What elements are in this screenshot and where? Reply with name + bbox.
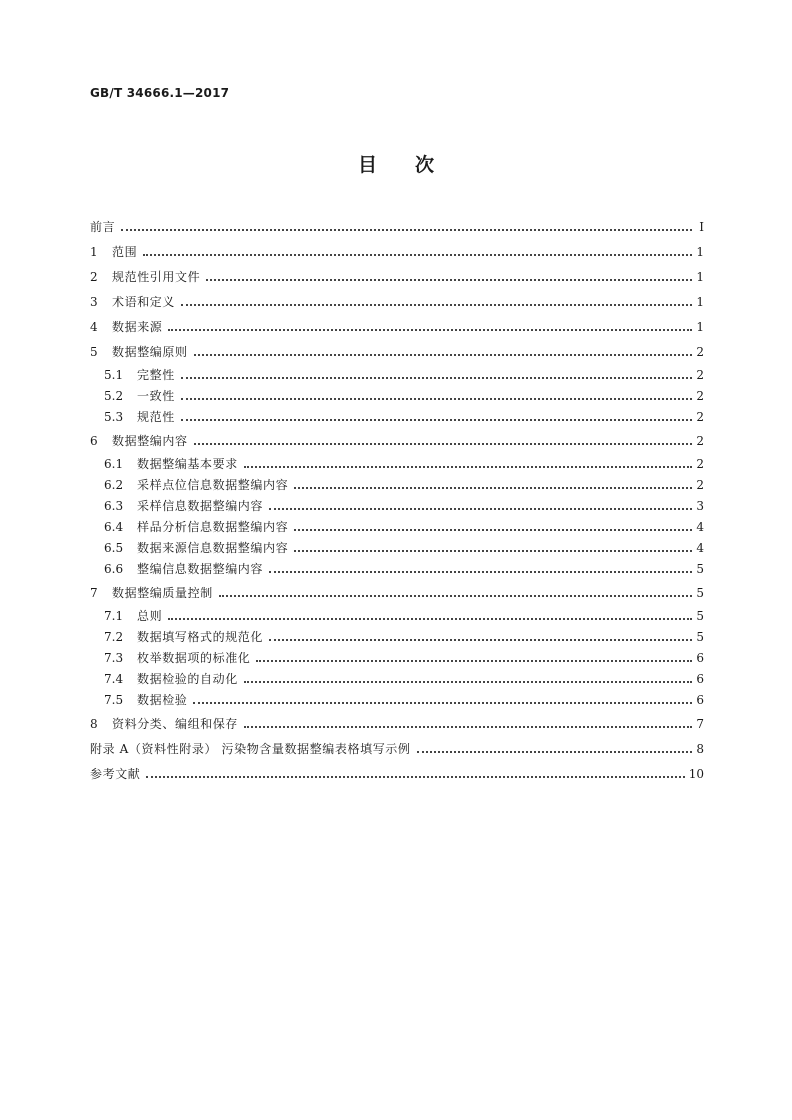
- toc-entry-label: [90, 433, 188, 449]
- toc-entry-page: 8: [696, 742, 704, 756]
- toc-entry[interactable]: [90, 240, 704, 260]
- toc-dot-leader: [256, 660, 692, 662]
- toc-entry-label: [104, 540, 288, 556]
- toc-entry-number: 8: [90, 717, 98, 731]
- toc-entry[interactable]: [104, 646, 704, 666]
- toc-entry-label: [104, 477, 288, 493]
- toc-entry-title: 采样信息数据整编内容: [137, 499, 264, 513]
- toc-entry-label: [90, 219, 115, 235]
- toc-entry-page: 5: [696, 630, 704, 644]
- toc-entry-label: [90, 585, 213, 601]
- toc-dot-leader: [219, 595, 692, 597]
- toc-entry-title: 采样点位信息数据整编内容: [137, 478, 289, 492]
- toc-entry-label: [90, 741, 411, 757]
- toc-dot-leader: [294, 487, 692, 489]
- toc-entry-number: 7: [90, 586, 98, 600]
- toc-dot-leader: [181, 419, 692, 421]
- toc-entry-label: [104, 608, 162, 624]
- toc-dot-leader: [269, 508, 692, 510]
- toc-entry-number: 7.4: [104, 672, 124, 686]
- toc-entry[interactable]: [104, 494, 704, 514]
- toc-entry-page: 1: [696, 270, 704, 284]
- toc-entry-number: 7.5: [104, 693, 124, 707]
- toc-dot-leader: [294, 529, 692, 531]
- toc-entry-page: 2: [696, 345, 704, 359]
- toc-entry[interactable]: [104, 604, 704, 624]
- toc-dot-leader: [244, 466, 692, 468]
- toc-entry-page: 7: [696, 717, 704, 731]
- toc-entry-title: 资料分类、编组和保存: [112, 717, 239, 731]
- toc-entry-title: 规范性引用文件: [112, 270, 201, 284]
- toc-entry-label: [90, 766, 140, 782]
- toc-entry[interactable]: [90, 581, 704, 601]
- toc-entry[interactable]: [90, 215, 704, 235]
- toc-entry[interactable]: [90, 429, 704, 449]
- toc-entry-title: 样品分析信息数据整编内容: [137, 520, 289, 534]
- toc-entry[interactable]: [104, 452, 704, 472]
- toc-entry-number: 6.4: [104, 520, 124, 534]
- toc-entry-label: [104, 498, 263, 514]
- toc-entry-label: [104, 519, 288, 535]
- toc-entry[interactable]: [104, 473, 704, 493]
- toc-entry-page: 4: [696, 520, 704, 534]
- toc-entry[interactable]: [90, 712, 704, 732]
- toc-entry-title: 数据来源信息数据整编内容: [137, 541, 289, 555]
- toc-dot-leader: [193, 702, 692, 704]
- toc-dot-leader: [181, 304, 692, 306]
- toc-dot-leader: [206, 279, 692, 281]
- toc-dot-leader: [168, 329, 692, 331]
- toc-entry-title: 数据整编内容: [112, 434, 188, 448]
- toc-entry[interactable]: [90, 762, 704, 782]
- toc-entry[interactable]: [104, 384, 704, 404]
- toc-entry[interactable]: [104, 625, 704, 645]
- toc-entry[interactable]: [104, 515, 704, 535]
- toc-entry-title: 附录 A（资料性附录） 污染物含量数据整编表格填写示例: [90, 742, 411, 756]
- toc-entry-label: [90, 344, 188, 360]
- toc-entry-page: Ⅰ: [699, 220, 704, 234]
- toc-entry-title: 数据来源: [112, 320, 163, 334]
- toc-entry-title: 参考文献: [90, 767, 141, 781]
- toc-entry-title: 范围: [112, 245, 138, 259]
- toc-entry-number: 4: [90, 320, 98, 334]
- toc-entry-title: 数据检验的自动化: [137, 672, 238, 686]
- toc-entry-title: 数据整编原则: [112, 345, 188, 359]
- toc-dot-leader: [181, 377, 692, 379]
- toc-entry-number: 5: [90, 345, 98, 359]
- standard-number: GB/T 34666.1—2017: [90, 86, 230, 100]
- toc-entry-page: 5: [696, 562, 704, 576]
- toc-entry-number: 7.1: [104, 609, 124, 623]
- toc-entry[interactable]: [104, 405, 704, 425]
- toc-entry-label: [104, 692, 187, 708]
- toc-entry-title: 整编信息数据整编内容: [137, 562, 264, 576]
- toc-entry-title: 枚举数据项的标准化: [137, 651, 251, 665]
- toc-entry-number: 6.6: [104, 562, 124, 576]
- toc-entry-page: 4: [696, 541, 704, 555]
- toc-entry-page: 5: [696, 609, 704, 623]
- toc-entry-title: 完整性: [137, 368, 175, 382]
- toc-entry-title: 术语和定义: [112, 295, 176, 309]
- toc-entry-title: 数据整编基本要求: [137, 457, 238, 471]
- toc-dot-leader: [181, 398, 692, 400]
- toc-entry-number: 6.2: [104, 478, 124, 492]
- toc-entry[interactable]: [104, 557, 704, 577]
- toc-entry-number: 6.1: [104, 457, 124, 471]
- toc-entry-label: [90, 319, 162, 335]
- toc-entry-page: 2: [696, 410, 704, 424]
- toc-entry-label: [104, 367, 175, 383]
- toc-entry-page: 1: [696, 245, 704, 259]
- toc-entry-label: [104, 561, 263, 577]
- toc-entry-number: 2: [90, 270, 98, 284]
- toc-entry-number: 3: [90, 295, 98, 309]
- toc-entry-label: [90, 294, 175, 310]
- toc-entry-title: 数据检验: [137, 693, 188, 707]
- toc-entry-page: 2: [696, 368, 704, 382]
- toc-entry-number: 5.2: [104, 389, 124, 403]
- toc-entry-label: [104, 388, 175, 404]
- toc-entry-label: [90, 269, 200, 285]
- toc-dot-leader: [146, 776, 684, 778]
- toc-entry-label: [104, 671, 238, 687]
- toc-dot-leader: [194, 354, 692, 356]
- toc-entry[interactable]: [90, 290, 704, 310]
- toc-entry-number: 6.3: [104, 499, 124, 513]
- toc-entry-title: 一致性: [137, 389, 175, 403]
- toc-entry-label: [104, 456, 238, 472]
- toc-entry-page: 3: [696, 499, 704, 513]
- toc-dot-leader: [269, 639, 692, 641]
- toc-dot-leader: [244, 726, 692, 728]
- toc-title: 目次: [357, 154, 472, 176]
- toc-entry-number: 7.3: [104, 651, 124, 665]
- toc-entry-page: 2: [696, 389, 704, 403]
- toc-entry-label: [90, 244, 137, 260]
- toc-dot-leader: [417, 751, 693, 753]
- toc-dot-leader: [194, 443, 692, 445]
- toc-entry[interactable]: [104, 536, 704, 556]
- toc-entry-title: 数据整编质量控制: [112, 586, 213, 600]
- toc-entry[interactable]: [90, 340, 704, 360]
- toc-dot-leader: [121, 229, 692, 231]
- toc-dot-leader: [168, 618, 692, 620]
- toc-entry-number: 7.2: [104, 630, 124, 644]
- toc-entry-number: 5.1: [104, 368, 124, 382]
- toc-entry-number: 1: [90, 245, 98, 259]
- toc-entry[interactable]: [104, 688, 704, 708]
- toc-entry-number: 6: [90, 434, 98, 448]
- toc-entry-label: [104, 650, 250, 666]
- toc-entry-label: [104, 629, 263, 645]
- toc-entry-page: 1: [696, 320, 704, 334]
- toc-entry[interactable]: [90, 265, 704, 285]
- toc-entry-title: 规范性: [137, 410, 175, 424]
- toc-dot-leader: [294, 550, 692, 552]
- toc-entry-title: 总则: [137, 609, 163, 623]
- toc-entry-page: 5: [696, 586, 704, 600]
- toc-entry-page: 6: [696, 672, 704, 686]
- toc-entry-page: 1: [696, 295, 704, 309]
- toc-entry-page: 6: [696, 693, 704, 707]
- toc-entry-number: 6.5: [104, 541, 124, 555]
- toc-entry-page: 2: [696, 457, 704, 471]
- toc-dot-leader: [244, 681, 692, 683]
- toc-entry[interactable]: [104, 667, 704, 687]
- toc-entry-page: 2: [696, 478, 704, 492]
- toc-entry-page: 6: [696, 651, 704, 665]
- toc-dot-leader: [269, 571, 692, 573]
- toc-entry[interactable]: [104, 363, 704, 383]
- toc-entry-page: 2: [696, 434, 704, 448]
- toc-entry-title: 数据填写格式的规范化: [137, 630, 264, 644]
- toc-entry-number: 5.3: [104, 410, 124, 424]
- toc-entry-page: 10: [688, 767, 704, 781]
- toc-entry-label: [90, 716, 238, 732]
- toc-entry-label: [104, 409, 175, 425]
- toc-entry[interactable]: [90, 737, 704, 757]
- toc-entry[interactable]: [90, 315, 704, 335]
- toc-entry-title: 前言: [90, 220, 116, 234]
- toc-dot-leader: [143, 254, 692, 256]
